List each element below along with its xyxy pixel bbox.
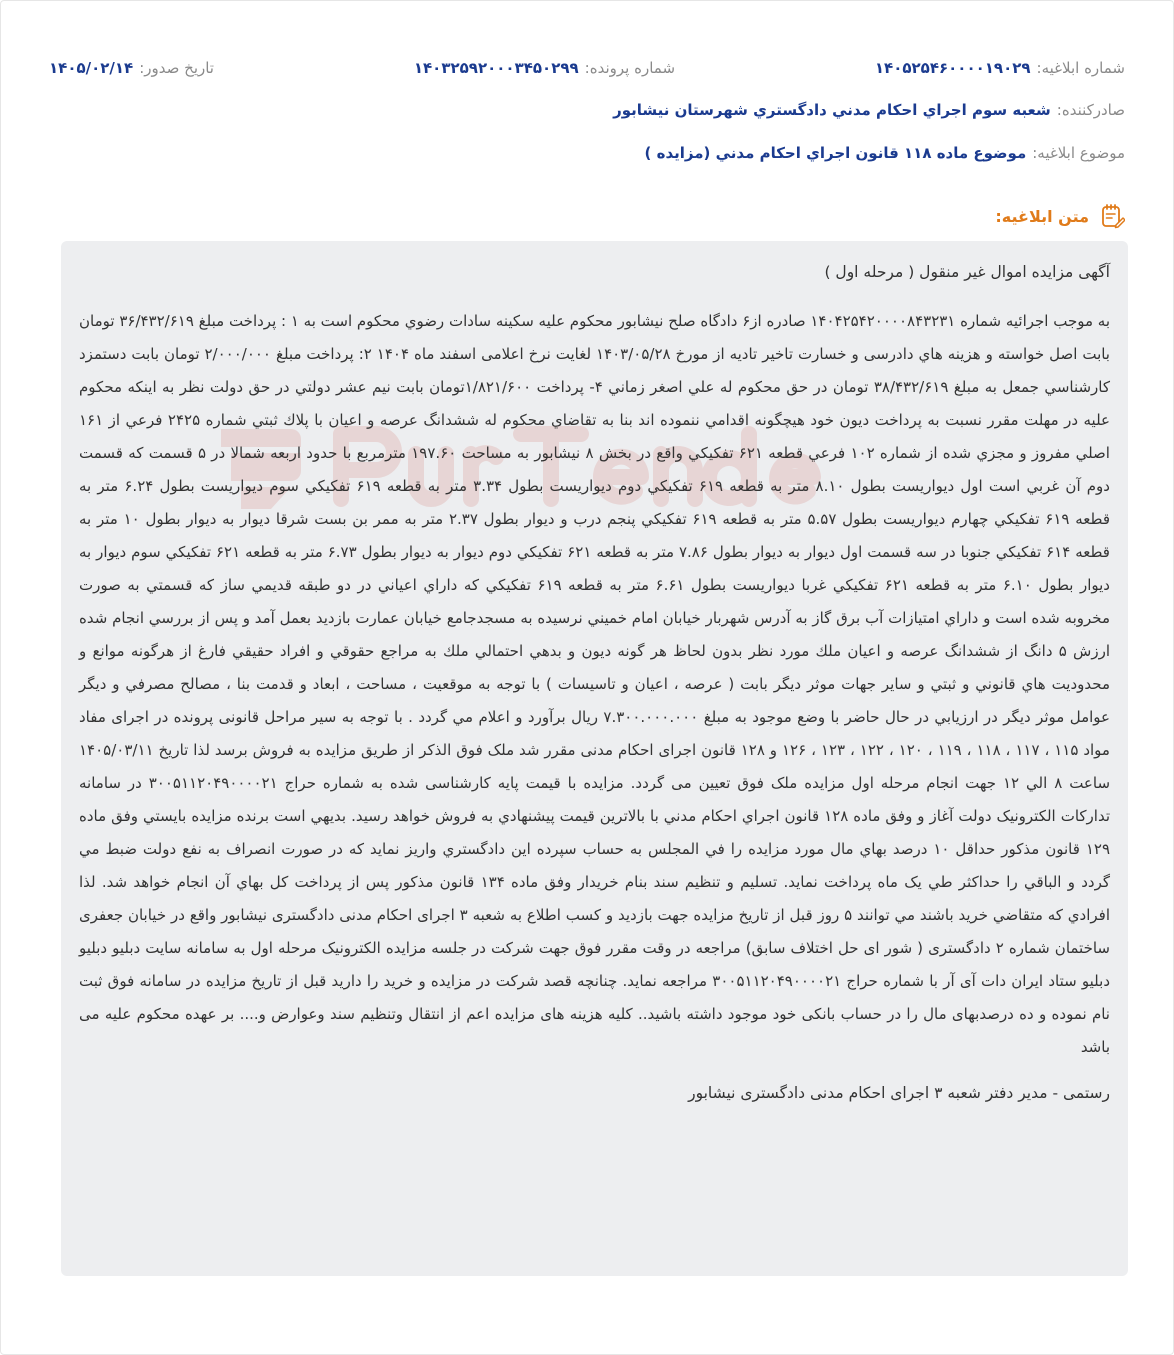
issue-date-value: ۱۴۰۵/۰۲/۱۴	[49, 59, 134, 77]
notice-text-box	[61, 241, 1128, 1276]
subject	[645, 144, 1125, 162]
notice-number-value: ۱۴۰۵۲۵۴۶۰۰۰۰۱۹۰۲۹	[874, 59, 1031, 77]
subject-label: موضوع ابلاغیه:	[1032, 144, 1125, 162]
issuer-value: شعبه سوم اجراي احكام مدني دادگستري شهرستان نيشابور	[613, 101, 1051, 119]
case-number-label: شماره پرونده:	[584, 59, 676, 77]
notice-body: به موجب اجرائيه شماره ۱۴۰۴۲۵۴۲۰۰۰۰۸۴۳۲۳۱ صادره از۶ دادگاه صلح نيشابور محكوم عليه سكينه سادات رضوي محكوم است به ۱ : پرداخت مبلغ ۳۶/۴۳۲/۶۱۹ تومان بابت اصل خواسته و هزينه هاي دادرسی و خسارت تاخير تاديه از مورخ ۱۴۰۳/۰۵/۲۸ لغایت نرخ اعلامی اسفند ماه ۱۴۰۴ ۲: پرداخت مبلغ ۲/۰۰۰/۰۰۰ تومان بابت دستمزد كارشناسي جمعل به مبلغ ۳۸/۴۳۲/۶۱۹ تومان در حق محكوم له علي اصغر زماني ۴- پرداخت ۱/۸۲۱/۶۰۰تومان بابت نيم عشر دولتي در حق دولت نظر به اينكه محكوم عليه در مهلت مقرر نسبت به پرداخت ديون خود هيچگونه اقدامي ننموده اند بنا به تقاضاي محكوم له ششدانگ عرصه و اعيان با پلاك ثبتي شماره ۲۴۲۵ فرعي از ۱۶۱ اصلي مفروز و مجزي شده از شماره ۱۰۲ فرعي قطعه ۶۲۱ تفكيكي واقع در بخش ۸ نيشابور به مساحت ۱۹۷.۶۰ مترمربع با حدود اربعه شمالا در ۵ قسمت كه قسمت دوم آن غربي است اول ديواريست بطول ۸.۱۰ متر به قطعه ۶۱۹ تفكيكي دوم ديواريست بطول ۳.۳۴ متر به قطعه ۶۱۹ تفكيكي سوم ديواريست بطول ۶.۲۴ متر به قطعه ۶۱۹ تفكيكي چهارم ديواريست بطول ۵.۵۷ متر به قطعه ۶۱۹ تفكيكي پنجم درب و ديوار بطول ۲.۳۷ متر به ممر بن بست شرقا ديوار به ديوار بطول ۱۰ متر به قطعه ۶۱۴ تفكيكي جنوبا در سه قسمت اول ديوار به ديوار بطول ۷.۸۶ متر به قطعه ۶۲۱ تفكيكي دوم ديوار به ديوار بطول ۶.۷۳ متر به قطعه ۶۲۱ تفكيكي سوم ديوار به ديوار بطول ۶.۱۰ متر به قطعه ۶۲۱ تفكيكي غربا ديواريست بطول ۶.۶۱ متر به قطعه ۶۱۹ تفكيكي كه داراي اعياني در دو طبقه قديمي ساز كه قسمتي به صورت مخروبه شده است و داراي امتيازات آب برق گاز به آدرس شهربار خيابان امام خميني نرسيده به مسجدجامع خيابان عمارت بازديد بعمل آمد و پس از بررسي انجام شده ارزش ۵ دانگ از ششدانگ عرصه و اعيان ملك مورد نظر بدون لحاظ هر گونه ديون و بدهي احتمالي ملك به مراجع حقوقي و افراد حقيقي فارغ از هرگونه موانع و محدوديت هاي قانوني و ثبتي و ساير جهات موثر ديگر بابت ( عرصه ، اعيان و تاسيسات ) با توجه به موقعيت ، مساحت ، ابعاد و قدمت بنا ، مصالح مصرفي و ديگر عوامل موثر ديگر در ارزيابي در حال حاضر با وضع موجود به مبلغ ۷.۳۰۰.۰۰۰.۰۰۰ ريال برآورد و اعلام مي گردد . با توجه به سير مراحل قانونی پرونده در اجرای مفاد مواد ۱۱۵ ، ۱۱۷ ، ۱۱۸ ، ۱۱۹ ، ۱۲۰ ، ۱۲۲ ، ۱۲۳ ، ۱۲۶ و ۱۲۸ قانون اجرای احکام مدنی مقرر شد ملک فوق الذکر از طریق مزایده به فروش برسد لذا تاریخ ۱۴۰۵/۰۳/۱۱ ساعت ۸ الي ۱۲ جهت انجام مرحله اول مزایده ملک فوق تعیین می گردد. مزایده با قیمت پایه کارشناسی شده به شماره حراج ۳۰۰۵۱۱۲۰۴۹۰۰۰۰۲۱ در سامانه تدارکات الکترونیک دولت آغاز و وفق ماده ۱۲۸ قانون اجراي احكام مدني با بالاترين قيمت پيشنهادي به فروش خواهد رسيد. بديهي است برنده مزايده بايستي وفق ماده ۱۲۹ قانون مذكور حداقل ۱۰ درصد بهاي مال مورد مزايده را في المجلس به حساب سپرده اين دادگستري واريز نمايد كه در صورت انصراف به نفع دولت ضبط مي گردد و الباقي را حداكثر طي يک ماه پرداخت نمايد. تسليم و تنظيم سند بنام خريدار وفق ماده ۱۳۴ قانون مذكور پس از پرداخت كل بهاي آن انجام خواهد شد. لذا افرادي كه متقاضي خريد باشند مي توانند ۵ روز قبل از تاریخ مزایده جهت بازدید و کسب اطلاع به شعبه ۳ اجرای احکام مدنی دادگستری نیشابور واقع در خیابان جعفری ساختمان شماره ۲ دادگستری ( شور ای حل اختلاف سابق) مراجعه در وقت مقرر فوق جهت شرکت در جلسه مزایده الکترونیک مرحله اول به سامانه سایت دبلیو دبلیو دبلیو ستاد ایران دات آی آر با شماره حراج ۳۰۰۵۱۱۲۰۴۹۰۰۰۰۲۱ مراجعه نماید. چنانچه قصد شرکت در مزایده و خرید را دارید قبل از تاریخ مزایده در سامانه فوق ثبت نام نموده و ده درصدبهای مال را در حساب بانکی خود موجود داشته باشید.. کلیه هزینه های مزایده اعم از انتقال وتنظیم سند وعوارض و.... بر عهده محکوم علیه می باشد	[79, 312, 1111, 1056]
case-number-value: ۱۴۰۳۲۵۹۲۰۰۰۳۴۵۰۲۹۹	[413, 59, 579, 77]
subject-value: موضوع ماده ۱۱۸ قانون اجراي احكام مدني (مزايده )	[644, 144, 1027, 162]
notice-number	[875, 59, 1125, 77]
notice-number-label: شماره ابلاغیه:	[1036, 59, 1125, 77]
issuer-label: صادرکننده:	[1056, 101, 1125, 119]
notepad-icon	[1099, 203, 1125, 229]
issue-date-label: تاریخ صدور:	[139, 59, 214, 77]
section-title	[995, 203, 1125, 229]
meta-top-row	[49, 59, 1125, 77]
notice-heading: آگهی مزایده اموال غیر منقول ( مرحله اول )	[824, 263, 1110, 281]
issuer-row	[49, 101, 1125, 119]
issue-date	[49, 59, 214, 77]
notice-signature: رستمی - مدیر دفتر شعبه ۳ اجرای احکام مدنی دادگستری نیشابور	[688, 1084, 1110, 1102]
section-title-label: متن ابلاغیه:	[995, 206, 1089, 226]
subject-row	[49, 144, 1125, 162]
case-number	[414, 59, 675, 77]
issuer	[613, 101, 1125, 119]
